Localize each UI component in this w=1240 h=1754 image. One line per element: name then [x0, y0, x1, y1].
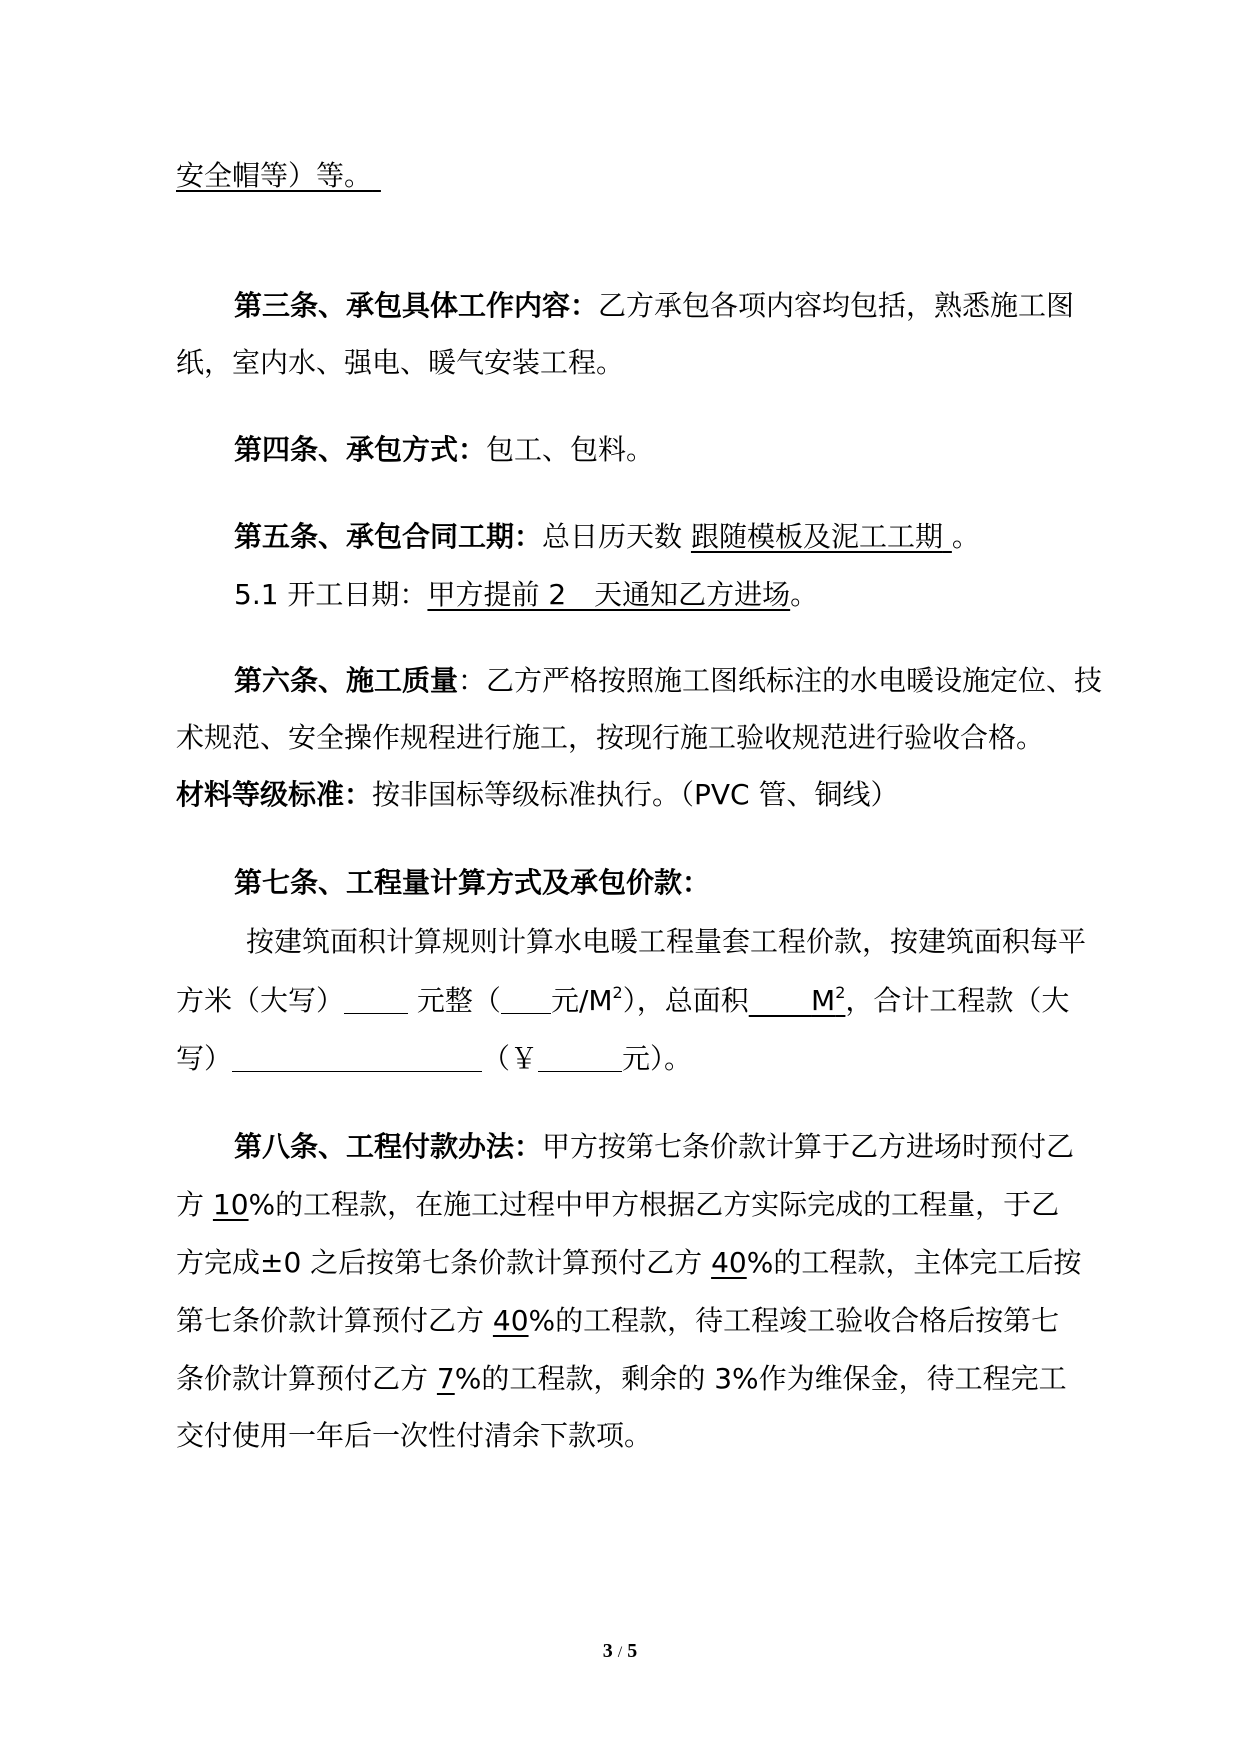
article-6-heading: 第六条、施工质量 [234, 664, 459, 697]
text-fragment: M [811, 984, 836, 1017]
percent-40-first: 40 [711, 1246, 747, 1279]
duration-fill [691, 520, 952, 553]
article-8-line-1 [234, 1127, 1074, 1167]
article-3-line-1 [234, 286, 1074, 326]
article-8-line-4 [176, 1301, 1059, 1341]
material-standard-line [176, 775, 899, 815]
article-7-heading: 第七条、工程量计算方式及承包价款： [234, 866, 711, 899]
material-standard-text: 按非国标等级标准执行。（PVC 管、铜线） [372, 778, 899, 811]
text-fragment: 方米（大写） [176, 984, 345, 1017]
text-fragment: 元整（ [416, 984, 501, 1017]
text-fragment: 条价款计算预付乙方 [176, 1362, 437, 1395]
article-6-line-2 [176, 718, 1044, 758]
article-3-text: 乙方承包各项内容均包括，熟悉施工图 [598, 289, 1075, 322]
article-5-heading: 第五条、承包合同工期： [234, 520, 543, 553]
article-3-heading: 第三条、承包具体工作内容： [234, 289, 599, 322]
text-fragment: （￥ [482, 1042, 539, 1075]
article-6-text-cont: 术规范、安全操作规程进行施工，按现行施工验收规范进行验收合格。 [176, 721, 1045, 754]
page-separator: / [617, 1644, 623, 1661]
article-5-line [234, 517, 980, 557]
total-numeric-blank [538, 1043, 622, 1072]
price-uppercase-blank [344, 985, 408, 1014]
total-uppercase-blank [232, 1043, 482, 1072]
text-fragment: %的工程款，主体完工后按 [746, 1246, 1082, 1279]
article-7-line-1 [246, 922, 1086, 962]
text-fragment: 第七条价款计算预付乙方 [176, 1304, 493, 1337]
text-fragment: %的工程款，待工程竣工验收合格后按第七 [528, 1304, 1060, 1337]
text-fragment: ，合计工程款（大 [845, 984, 1070, 1017]
text-line-1 [176, 156, 381, 196]
text-fragment: 元）。 [622, 1042, 693, 1075]
current-page-number: 3 [602, 1640, 613, 1662]
text-fragment: %的工程款，剩余的 3%作为维保金，待工程完工 [454, 1362, 1067, 1395]
price-numeric-blank [501, 985, 551, 1014]
article-8-line-2 [176, 1185, 1059, 1225]
text-fragment: 方 [176, 1188, 213, 1221]
text-fragment: 。 [951, 520, 980, 553]
text-fragment: 方完成±0 之后按第七条价款计算预付乙方 [176, 1246, 712, 1279]
article-8-text-end: 交付使用一年后一次性付清余下款项。 [176, 1419, 653, 1452]
superscript: 2 [612, 983, 623, 1002]
total-page-number: 5 [627, 1640, 638, 1662]
percent-40-second: 40 [492, 1304, 529, 1337]
page-number [0, 1640, 1240, 1663]
superscript: 2 [835, 983, 846, 1002]
article-5-text: 总日历天数 [542, 520, 683, 553]
article-3-line-2 [176, 343, 624, 383]
article-4-text: 包工、包料。 [486, 433, 655, 466]
article-6-text: ：乙方严格按照施工图纸标注的水电暖设施定位、技 [458, 664, 1103, 697]
duration-fill-text: 跟随模板及泥工工期 [690, 520, 943, 553]
percent-7: 7 [436, 1362, 455, 1395]
material-standard-heading: 材料等级标准： [176, 778, 373, 811]
start-date-label: 5.1 开工日期： [234, 578, 428, 611]
article-4-line [234, 430, 654, 470]
article-8-line-6 [176, 1416, 652, 1456]
article-5-1-line [234, 575, 818, 615]
start-date-fill: 甲方提前 2 天通知乙方进场 [427, 578, 791, 611]
article-6-line-1 [234, 661, 1102, 701]
area-fill [749, 984, 846, 1017]
text-fragment: ），总面积 [622, 984, 749, 1017]
article-3-text-cont: 纸，室内水、强电、暖气安装工程。 [176, 346, 625, 379]
article-8-text: 甲方按第七条价款计算于乙方进场时预付乙 [542, 1130, 1075, 1163]
article-8-line-3 [176, 1243, 1081, 1283]
text-fragment: 。 [790, 578, 819, 611]
text-fragment: 元/M [550, 984, 613, 1017]
text-fragment: %的工程款，在施工过程中甲方根据乙方实际完成的工程量，于乙 [248, 1188, 1060, 1221]
article-7-line-2 [176, 981, 1069, 1021]
text-fragment: 安全帽等）等。 [176, 159, 373, 192]
article-8-line-5 [176, 1359, 1067, 1399]
article-4-heading: 第四条、承包方式： [234, 433, 487, 466]
text-fragment: 写） [176, 1042, 233, 1075]
article-7-line-3 [176, 1039, 692, 1079]
article-7-text: 按建筑面积计算规则计算水电暖工程量套工程价款，按建筑面积每平 [246, 925, 1087, 958]
article-7-heading-line [234, 863, 710, 903]
percent-10: 10 [212, 1188, 249, 1221]
article-8-heading: 第八条、工程付款办法： [234, 1130, 543, 1163]
